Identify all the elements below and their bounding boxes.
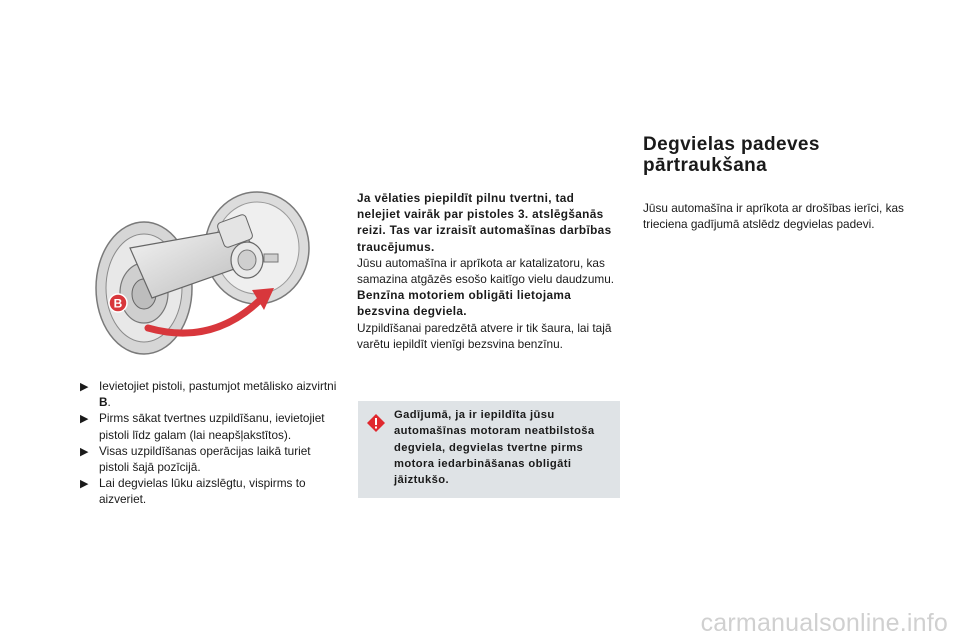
catalyst-note: Jūsu automašīna ir aprīkota ar katalizatoru, kas samazina atgāzēs esošo kaitīgo vielu daudzumu. [357, 255, 615, 287]
instruction-item [80, 475, 342, 507]
bullet-icon: ▶ [80, 445, 89, 458]
bullet-icon: ▶ [80, 381, 89, 393]
instruction-item [80, 410, 342, 442]
step-text: Ievietojiet pistoli, pastumjot metālisko aizvirtni [99, 379, 337, 393]
fuel-notes [357, 190, 619, 352]
section-title: Degvielas padeves pārtraukšana [643, 134, 820, 176]
section-text: Jūsu automašīna ir aprīkota ar drošības ierīci, kas trieciena gadījumā atslēdz degvielas padevi. [643, 201, 904, 232]
warning-icon [366, 413, 386, 433]
warning-text: Gadījumā, ja ir iepildīta jūsu automašīnas motoram neatbilstoša degviela, degvielas tvertne pirms motora iedarbināšanas obligāti jāiztukšo. [394, 409, 595, 487]
instruction-list [80, 378, 342, 508]
bullet-icon: ▶ [80, 478, 89, 491]
fuel-nozzle-drawing [92, 188, 324, 363]
instruction-item [80, 443, 342, 475]
fuel-filler-illustration [92, 188, 324, 363]
unleaded-bold: Benzīna motoriem obligāti lietojama bezsvina degviela. [357, 288, 572, 319]
instruction-item [80, 378, 342, 410]
bullet-icon: ▶ [80, 413, 89, 426]
step-text: Pirms sākat tvertnes uzpildīšanu, ievietojiet pistoli līdz galam (lai neapšļakstītos). [99, 411, 325, 442]
step-text-end: . [107, 395, 111, 410]
warning-box [358, 401, 620, 498]
fill-warning-bold: Ja vēlaties piepildīt pilnu tvertni, tad nelejiet vairāk par pistoles 3. atslēgšanās reizi. Tas var izraisīt automašīnas darbības traucējumus. [357, 191, 612, 254]
label-b-text: B [113, 296, 123, 311]
step-text: Lai degvielas lūku aizslēgtu, vispirms to aizveriet. [99, 476, 306, 507]
unleaded-note: Uzpildīšanai paredzētā atvere ir tik šaura, lai tajā varētu iepildīt vienīgi bezsvina benzīnu. [357, 320, 612, 351]
step-text: Visas uzpildīšanas operācijas laikā turiet pistoli šajā pozīcijā. [99, 443, 311, 475]
step-bold: B [99, 395, 108, 410]
watermark: carmanualsonline.info [700, 609, 948, 637]
